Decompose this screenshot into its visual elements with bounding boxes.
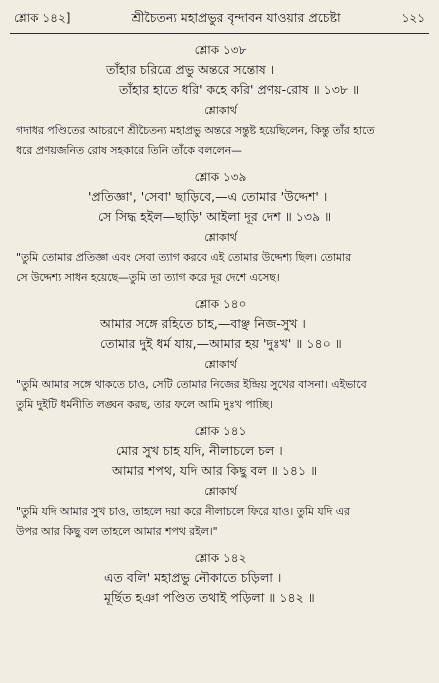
verse-line: সে সিদ্ধ হইল—ছাড়ি' আইলা দূর দেশ ॥ ১৩৯ ॥ — [98, 209, 332, 224]
header-rule — [10, 33, 429, 34]
translation-line: গদাধর পণ্ডিতের আচরণে শ্রীচৈতন্য মহাপ্রভু অন্তরে সন্তুষ্ট হয়েছিলেন, কিন্তু তাঁর হাতে — [16, 124, 375, 137]
translation-label: শ্লোকার্থ — [204, 358, 237, 371]
verse-text — [16, 60, 425, 100]
verse-line: তাঁহার চরিত্রে প্রভু অন্তরে সন্তোষ । — [106, 62, 275, 77]
translation-line: তুমি দুইটি ধর্মনীতি লঙ্ঘন করছ, তার ফলে আমি দুঃখ পাচ্ছি। — [16, 398, 273, 411]
verse-text — [16, 187, 425, 227]
verse-text — [16, 314, 425, 354]
verse-heading: শ্লোক ১৪২ — [194, 551, 247, 565]
verse-text — [16, 441, 425, 481]
verse-text — [16, 568, 425, 608]
header-verse-range: শ্লোক ১৪২] — [14, 11, 71, 25]
page-body — [16, 40, 425, 608]
translation-text — [16, 248, 425, 288]
translation-label: শ্লোকার্থ — [204, 231, 237, 244]
translation-line: উপর আর কিছু বল তাহলে আমার শপথ রইল।" — [16, 525, 218, 538]
verse-line: এত বলি' মহাপ্রভু নৌকাতে চড়িলা । — [104, 570, 282, 585]
verse-line: মূর্ছিত হঞা পণ্ডিত তথাই পড়িলা ॥ ১৪২ ॥ — [104, 590, 315, 605]
verse-line: 'প্রতিজ্ঞা', 'সেবা' ছাড়িবে,—এ তোমার 'উদ্দেশ' । — [88, 189, 328, 204]
verse-heading: শ্লোক ১৩৯ — [194, 170, 247, 184]
verse-line: মোর সুখ চাহ যদি, নীলাচলে চল । — [116, 443, 283, 458]
translation-line: "তুমি আমার সঙ্গে থাকতে চাও, সেটি তোমার নিজের ইন্দ্রিয় সুখের বাসনা। এইভাবে — [16, 378, 367, 391]
translation-text — [16, 502, 425, 542]
translation-line: সে উদ্দেশ্য সাধন হয়েছে—তুমি তা ত্যাগ করে দূর দেশে এসেছ। — [16, 271, 280, 284]
translation-text — [16, 375, 425, 415]
verse-heading: শ্লোক ১৪০ — [194, 297, 247, 311]
verse-line: তাঁহার হাতে ধরি' কহে করি' প্রণয়-রোষ ॥ ১৩৮ ॥ — [119, 82, 360, 97]
header-chapter-title: শ্রীচৈতন্য মহাপ্রভুর বৃন্দাবন যাওয়ার প্রচেষ্টা — [131, 10, 341, 25]
verse-line: তোমার দুই ধর্ম যায়,—আমার হয় 'দুঃখ' ॥ ১৪০ ॥ — [100, 336, 342, 351]
translation-label: শ্লোকার্থ — [204, 104, 237, 117]
verse-line: আমার শপথ, যদি আর কিছু বল ॥ ১৪১ ॥ — [112, 463, 318, 478]
running-header — [14, 9, 425, 31]
verse-heading: শ্লোক ১৪১ — [194, 424, 247, 438]
translation-line: "তুমি যদি আমার সুখ চাও, তাহলে দয়া করে নীলাচলে ফিরে যাও। তুমি যদি এর — [16, 505, 350, 518]
verse-line: আমার সঙ্গে রহিতে চাহ,—বাঞ্ছ নিজ-সুখ । — [100, 316, 306, 331]
translation-line: ধরে প্রণয়জনিত রোষ সহকারে তিনি তাঁকে বললেন— — [16, 144, 242, 157]
translation-text — [16, 121, 425, 161]
verse-heading: শ্লোক ১৩৮ — [194, 43, 247, 57]
translation-label: শ্লোকার্থ — [204, 485, 237, 498]
translation-line: "তুমি তোমার প্রতিজ্ঞা এবং সেবা ত্যাগ করবে এই তোমার উদ্দেশ্য ছিল। তোমার — [16, 251, 352, 264]
page-number: ১২১ — [401, 11, 425, 25]
